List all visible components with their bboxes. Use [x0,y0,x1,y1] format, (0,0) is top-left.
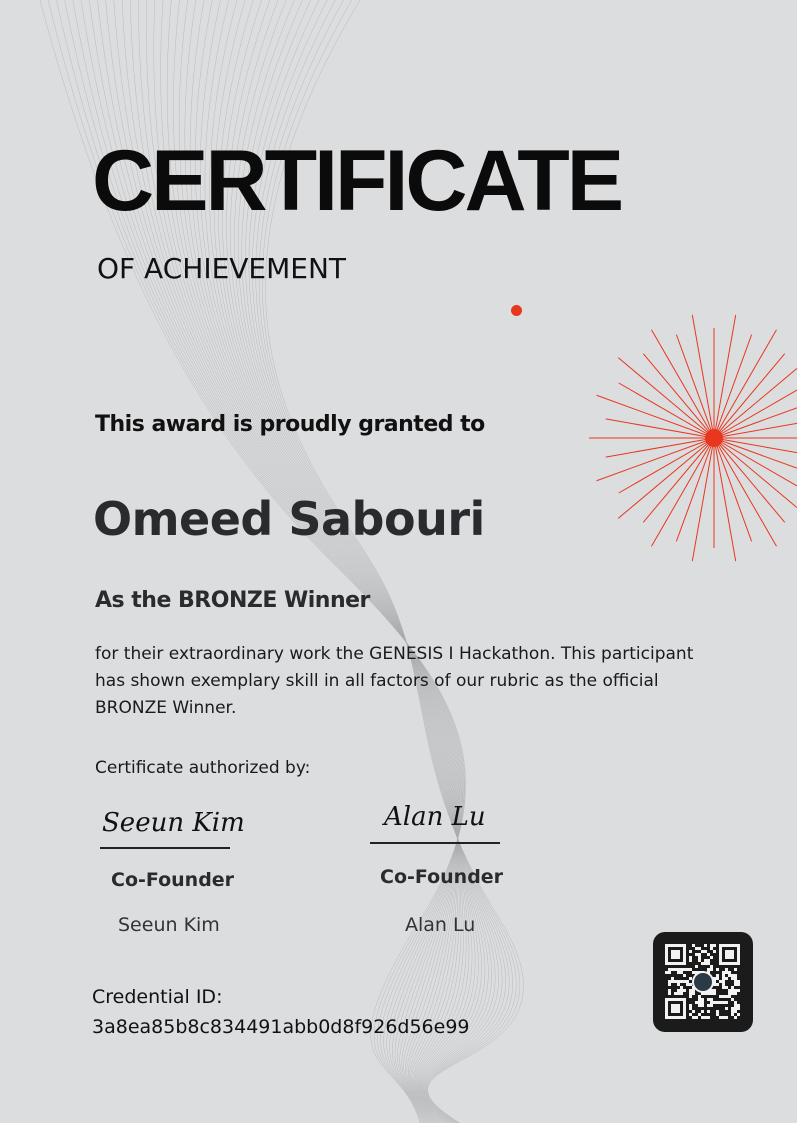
qr-module [734,983,737,986]
qr-module [737,1013,740,1016]
qr-module [707,992,710,995]
qr-module [695,1001,698,1004]
qr-module [698,1013,701,1016]
qr-module [734,977,737,980]
qr-module [710,956,713,959]
qr-module [722,977,725,980]
qr-module [692,971,695,974]
qr-module [725,1016,728,1019]
qr-module [707,1010,710,1013]
qr-module [683,980,686,983]
qr-module [677,980,680,983]
qr-module [722,995,725,998]
accent-dot [511,305,522,316]
qr-module [671,980,674,983]
signature-line [100,847,230,849]
qr-module [695,1016,698,1019]
qr-module [731,974,734,977]
signature-1: Seeun Kim [102,808,245,838]
qr-module [725,971,728,974]
burst-center [705,429,723,447]
qr-module [695,953,698,956]
qr-module [698,953,701,956]
qr-module [713,992,716,995]
qr-module [701,1016,704,1019]
certificate-subtitle: OF ACHIEVEMENT [97,252,347,285]
qr-module [677,971,680,974]
qr-module [701,950,704,953]
qr-module [731,998,734,1001]
qr-module [731,1010,734,1013]
qr-module [704,962,707,965]
qr-module [689,959,692,962]
qr-module [713,1001,716,1004]
qr-module [716,974,719,977]
qr-module [689,989,692,992]
qr-module [680,968,683,971]
qr-module [686,968,689,971]
qr-module [734,968,737,971]
qr-module [698,959,701,962]
qr-module [734,1001,737,1004]
qr-module [728,995,731,998]
qr-module [692,992,695,995]
qr-module [731,977,734,980]
qr-module [710,965,713,968]
qr-module [710,1004,713,1007]
qr-module [710,968,713,971]
qr-module [698,995,701,998]
qr-module [734,980,737,983]
qr-module [716,983,719,986]
qr-module [677,968,680,971]
qr-module [689,995,692,998]
signature-line [370,842,500,844]
qr-module [671,968,674,971]
qr-module [692,1016,695,1019]
qr-module [710,998,713,1001]
signatory-name: Seeun Kim [118,914,220,936]
qr-module [677,992,680,995]
qr-module [734,1010,737,1013]
granted-text: This award is proudly granted to [95,412,485,437]
qr-module [680,986,683,989]
qr-module [674,980,677,983]
qr-module [731,1007,734,1010]
signatory-role: Co-Founder [111,869,235,891]
qr-module [698,947,701,950]
signatory-role: Co-Founder [380,866,504,888]
qr-module [668,971,671,974]
qr-module [689,956,692,959]
qr-module [668,992,671,995]
qr-module [719,995,722,998]
qr-module [722,986,725,989]
qr-module [725,1007,728,1010]
qr-module [680,992,683,995]
qr-module [725,977,728,980]
qr-module [737,980,740,983]
qr-code-icon[interactable] [653,932,753,1032]
qr-module [692,989,695,992]
qr-module [683,968,686,971]
qr-module [713,989,716,992]
qr-module [716,977,719,980]
qr-module [707,1016,710,1019]
qr-module [701,998,704,1001]
qr-module [710,947,713,950]
qr-module [710,1001,713,1004]
qr-logo [693,972,713,992]
qr-module [698,1001,701,1004]
sunburst-decoration [584,310,797,570]
qr-module [707,998,710,1001]
qr-module [674,968,677,971]
qr-module [683,974,686,977]
qr-module [689,1013,692,1016]
qr-module [719,980,722,983]
qr-module [734,1007,737,1010]
qr-module [698,956,701,959]
qr-module [731,989,734,992]
qr-module [728,971,731,974]
qr-module [680,989,683,992]
qr-module [737,983,740,986]
qr-module [680,971,683,974]
qr-module [665,971,668,974]
award-title: As the BRONZE Winner [95,588,370,613]
qr-module [695,965,698,968]
qr-module [671,977,674,980]
qr-module [707,953,710,956]
qr-module [671,1004,680,1013]
qr-module [731,992,734,995]
qr-module [704,950,707,953]
qr-module [725,995,728,998]
qr-module [677,989,680,992]
qr-module [725,1001,728,1004]
qr-module [698,1004,701,1007]
certificate-title: CERTIFICATE [92,133,622,229]
qr-module [668,989,671,992]
qr-module [713,950,716,953]
qr-module [680,980,683,983]
qr-module [734,1004,737,1007]
award-description: for their extraordinary work the GENESIS I Hackathon. This participant has shown exemplary skill in all factors of our rubric as the official BRONZE Winner. [95,644,694,718]
qr-module [716,1001,719,1004]
qr-module [722,1001,725,1004]
qr-module [689,1007,692,1010]
qr-module [692,1010,695,1013]
qr-module [722,971,725,974]
qr-module [698,998,701,1001]
qr-module [722,983,725,986]
qr-module [716,1013,719,1016]
qr-module [725,968,728,971]
credential-label: Credential ID: [92,986,223,1008]
qr-module [707,959,710,962]
qr-module [701,1004,704,1007]
qr-module [704,944,707,947]
qr-module [704,959,707,962]
qr-module [728,974,731,977]
qr-module [728,989,731,992]
qr-module [719,1001,722,1004]
qr-module [677,983,680,986]
signatory-name: Alan Lu [405,914,476,936]
qr-module [716,1010,719,1013]
qr-module [689,977,692,980]
qr-module [701,962,704,965]
qr-module [689,992,692,995]
qr-module [734,974,737,977]
qr-module [725,950,734,959]
qr-module [710,992,713,995]
authorized-label: Certificate authorized by: [95,758,311,778]
qr-module [668,983,671,986]
qr-module [737,1007,740,1010]
qr-module [713,944,716,947]
qr-module [689,950,692,953]
qr-module [707,962,710,965]
qr-module [689,983,692,986]
qr-module [689,968,692,971]
qr-module [686,980,689,983]
qr-module [737,989,740,992]
qr-module [731,986,734,989]
qr-module [707,968,710,971]
qr-module [734,1016,737,1019]
qr-module [710,944,713,947]
qr-module [707,1004,710,1007]
qr-module [683,989,686,992]
qr-module [719,1016,722,1019]
qr-module [689,1004,692,1007]
qr-module [668,980,671,983]
signature-2: Alan Lu [384,802,486,832]
qr-module [731,1013,734,1016]
qr-module [695,947,698,950]
qr-module [734,989,737,992]
qr-module [716,968,719,971]
qr-module [701,1001,704,1004]
qr-module [722,1016,725,1019]
qr-module [728,992,731,995]
qr-module [701,1010,704,1013]
qr-module [704,1016,707,1019]
qr-module [722,980,725,983]
credential-id: 3a8ea85b8c834491abb0d8f926d56e99 [92,1016,470,1038]
qr-module [692,944,695,947]
qr-module [674,992,677,995]
recipient-name: Omeed Sabouri [93,492,485,546]
qr-module [668,968,671,971]
qr-module [734,992,737,995]
qr-module [737,1004,740,1007]
qr-module [722,974,725,977]
qr-module [686,983,689,986]
qr-module [725,986,728,989]
qr-module [671,950,680,959]
